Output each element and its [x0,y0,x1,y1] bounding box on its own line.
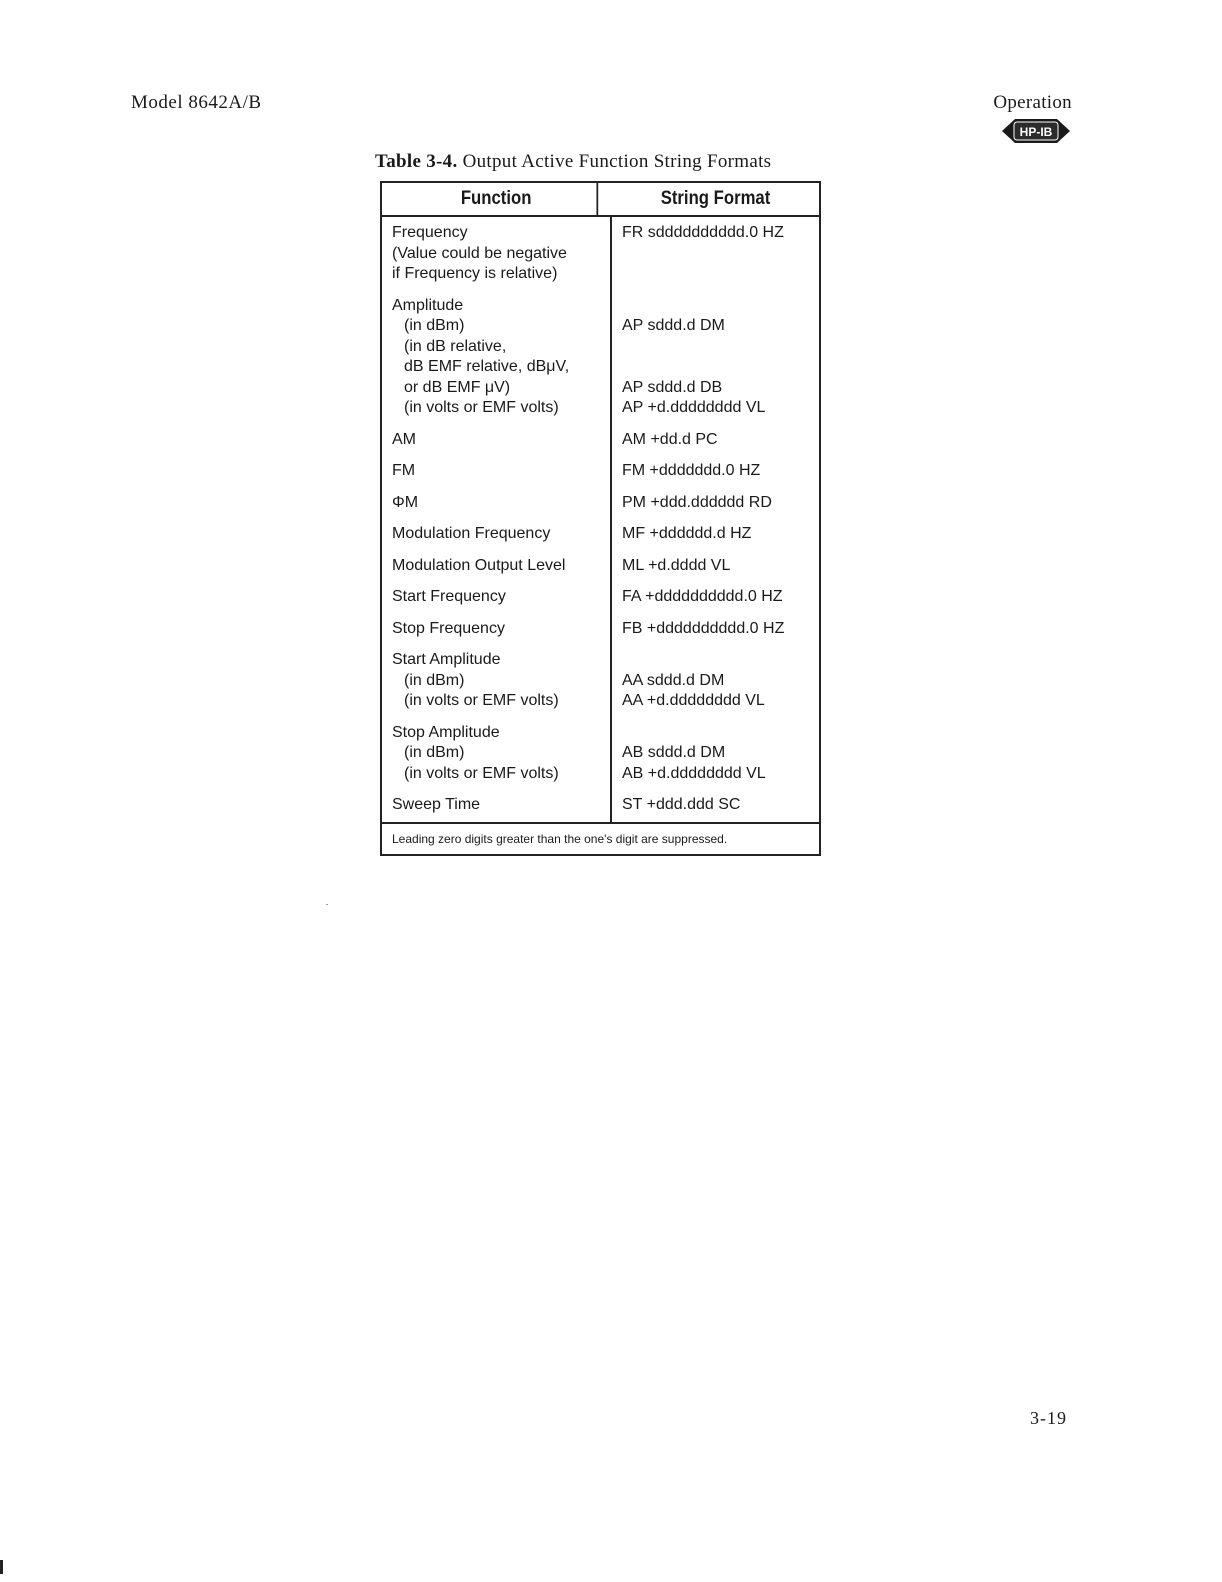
function-cell: Frequency [392,224,468,241]
function-note: (in volts or EMF volts) [404,399,559,416]
table-number: Table 3-4. [375,151,458,172]
format-cell: AB +d.dddddddd VL [622,764,766,782]
function-cell: Modulation Frequency [392,525,551,542]
function-note: (Value could be negative [392,244,567,262]
function-cell: AM [392,430,416,448]
function-cell: Stop Frequency [392,619,505,637]
function-cell: Start Amplitude [392,651,501,668]
format-cell: AP sddd.d DB [622,378,723,396]
row-frequency-function [382,217,610,285]
scan-speck [326,904,328,905]
model-header: Model 8642A/B [131,92,262,113]
function-note: if Frequency is relative) [392,265,558,282]
string-format-table [380,181,821,856]
function-note: (in dBm) [404,671,465,689]
table-caption: Output Active Function String Formats [462,151,772,172]
format-cell: AB sddd.d DM [622,744,726,761]
badge-label: HP-IB [1019,125,1053,139]
function-note: (in dBm) [404,317,465,334]
format-cell: AA +d.dddddddd VL [622,692,765,709]
function-cell: Amplitude [392,296,464,314]
function-note: (in dBm) [404,744,465,761]
table-header [382,183,819,217]
format-column-header: String Format [660,188,771,209]
function-note: (in volts or EMF volts) [404,692,559,709]
function-cell: Sweep Time [392,796,481,813]
function-cell: Modulation Output Level [392,556,566,574]
hpib-badge [1002,118,1070,144]
table-title [375,151,771,173]
format-cell: ST +ddd.ddd SC [622,796,741,813]
row-frequency-format [612,217,819,285]
function-cell: ΦM [392,493,419,511]
format-cell: AP sddd.d DM [622,317,725,334]
row-stop-amplitude-function [382,712,610,785]
format-cell: MF +dddddd.d HZ [622,525,752,542]
function-note: or dB EMF μV) [404,378,511,396]
function-note: dB EMF relative, dBμV, [404,358,570,375]
row-amplitude-format [612,285,819,419]
format-cell: FM +ddddddd.0 HZ [622,462,761,479]
row-start-amplitude-format [612,639,819,712]
scan-edge-mark [0,1560,3,1574]
function-cell: Stop Amplitude [392,723,500,741]
format-column [612,217,819,822]
page-number: 3-19 [1030,1408,1067,1428]
function-note: (in volts or EMF volts) [404,764,559,782]
format-cell: FR sdddddddddd.0 HZ [622,224,784,241]
format-cell: PM +ddd.dddddd RD [622,493,772,511]
row-start-amplitude-function [382,639,610,712]
function-column [382,217,612,822]
function-note: (in dB relative, [404,337,507,355]
row-stop-amplitude-format [612,712,819,785]
format-cell: AM +dd.d PC [622,430,718,448]
function-cell: FM [392,462,416,479]
format-cell: FA +dddddddddd.0 HZ [622,588,783,605]
function-column-header: Function [396,183,598,215]
table-footnote: Leading zero digits greater than the one's digit are suppressed. [382,822,819,854]
table-body [382,217,819,822]
row-amplitude-function [382,285,610,419]
section-header: Operation [993,92,1072,113]
format-cell: FB +dddddddddd.0 HZ [622,619,785,637]
format-cell: ML +d.dddd VL [622,556,731,574]
format-cell: AP +d.dddddddd VL [622,399,766,416]
format-cell: AA sddd.d DM [622,671,725,689]
function-cell: Start Frequency [392,588,506,605]
